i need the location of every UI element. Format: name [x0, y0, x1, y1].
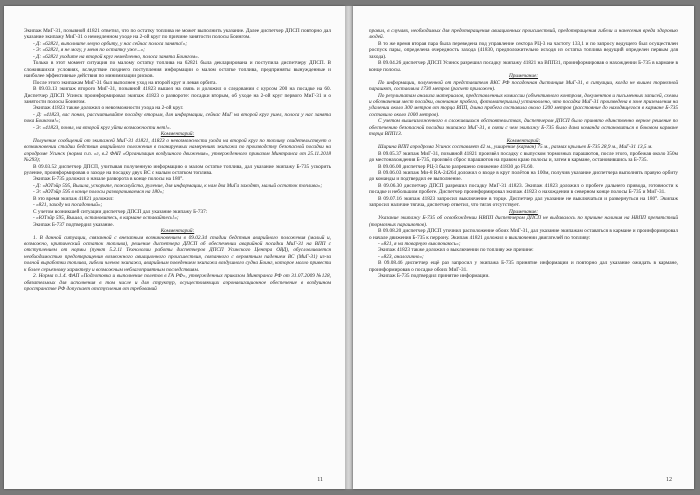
paragraph: - Д: «62821 уходите на второй круг немедленно, полоса занята Боингом». [33, 53, 200, 60]
paragraph: После этого экипажам МиГ-31 был выполнен уход на второй круг и левая орбита. [33, 79, 217, 86]
note-heading: Примечание: [508, 208, 539, 215]
page-left-text [24, 28, 331, 293]
paragraph: С учетом вышеизложенного в сложившихся обстоятельствах, диспетчером ДПСП было принято единственно верное решение по обеспечению безопасной посадки экипажа МиГ-31, в связи с чем экипажу Б-735 было дана команда остановиться в боковом кармане торца ВПП13. [369, 118, 678, 138]
comment-heading: Комментарий: [506, 137, 541, 144]
paragraph: - «821, я на товарную выключаюсь»; [378, 240, 461, 247]
paragraph: Экипаж Б-735 подтвердил принятие информации. [378, 273, 490, 280]
page-number-right: 12 [666, 477, 672, 483]
paragraph: - Д: «ЮТэйр 595, Вышла, ускорьте, пожалуйста, руление, для информации, к нам два МиГа заходят, малый остаток топлива»; [33, 182, 323, 189]
paragraph: С учетом возникшей ситуации диспетчер ДПСП дал указание экипажу Б-737: [33, 208, 208, 215]
paragraph: Экипаж Б-735 доложил о начале разворота в конце полосы на 180°. [33, 176, 184, 183]
paragraph: В 09.08.20 диспетчер ДПСП уточнил расположение обоих МиГ-31, дал указание экипажам оставаться в кармане и проинформировал о начале движения Б-735 к перрону. Экипаж 41821 доложил о выключении двигателей по топливу: [369, 228, 678, 241]
book-gutter [345, 6, 353, 489]
paragraph: Экипаж 41823 также доложил о невозможности ухода на 2-ой круг. [33, 105, 184, 112]
paragraph: В 09.05.37 экипаж МиГ-31, позывной 41821 произвёл посадку с выпуском тормозных парашютов, после этого, пробежав около 350м до местонахождения Б-735, произвёл сброс парашютов на правом краю полосы и, затем в кармане, остановившись за Б-735. [369, 150, 678, 164]
paragraph: 2. Норма п.1.4. ФАП «Подготовка и выполнение полетов в ГА РФ», утвержденных приказом Минтранса РФ от 31.07.2009 №128, обязательных для исполнения в том числе и для структур, осуществляющих аэронавигационное обеспечение в воздушном пространстве РФ допускает отступления от требований [24, 273, 331, 293]
paragraph: В 09.08.46 диспетчер ещё раз запросил у экипажа Б-735 принятие информации и повторно дал указание ожидать в кармане, проинформировав о посадке обоих МиГ-31. [369, 260, 678, 273]
paragraph: В 09.06.30 диспетчер ДПСП разрешил посадку МиГ-31 41823. Экипаж 41823 доложил о пробеге дальнего привода, готовности к посадке и небольшом пробеге. Диспетчер проинформировал экипаж 41823 о нахождении в северном конце полосы Б-735 и МиГ-31. [369, 182, 678, 196]
comment-heading: Комментарий: [160, 228, 195, 235]
paragraph: 1. В данной ситуации, связанной с внезапным возникновением в 09.02.34 стадии бедствия аварийного положения (малый и, возможно, критический остаток топлива), решение диспетчера ДПСП об обеспечении аварийной посадки МиГ-31 на ВПП с отступлением от нормы (пункт 5.2.11 Технологии работы диспетчеров ДПСП Усинского Центра ОВД), обусловливается необходимостью предотвращения возможного авиационного происшествия, связанного с вероятным падением ВС (МиГ-31) из-за полной выработки топлива, гибели членов экипажа, аварийным поведением экипажа воздушного судна Боинг, которое могло привести к более серьезному характеру и возможным неблагоприятным последствиям. [24, 234, 331, 273]
paragraph: По результатам анализа материалов, представленных комиссии (объективного контроля, документов и письменных записей, схемы и обозначения мест посадки, окончание пробега, фотоматериалы) установлено, что посадка МиГ-31 произведена в зоне приземления на удалении около 300 метров от торца ВПП, длина пробега составила около 1200 метров (расстояние до находящегося в кармане Б-735 составило около 1000 метров). [369, 92, 678, 118]
paragraph: Получение сообщений от экипажей МиГ-31 41821, 41823 о невозможности ухода на второй круг по топливу свидетельствует о возникновении стадии бедствия аварийного положения в планируемых намерениях экипажа по производству безопасной посадки на аэродроме Усинск (норма п.п. «г, в.2 ФАП «Организация воздушного движения», утвержденного приказом Минтранса от 25.11.2018 №293); [24, 137, 331, 164]
paragraph: В то же время вторая пара была переведена под управление сектора РЦ-3 на частоту 133,1 и по запросу ведущего был осуществлен роспуск пары, определена очередность захода (41830, предположительно исходя из остатка топлива ведущий определен первым для захода). [369, 40, 678, 60]
paragraph: В 09.06.03 экипаж Ми-8 RA-24264 доложил о входе в круг полётов на 100м, получив указание диспетчера выполнять правую орбиту до команды и подтвердил ее выполнение. [369, 169, 678, 183]
paragraph: Только в этот момент ситуация по малому остатку топлива на 62821 была декларирована и поступила диспетчеру ДПСП. В сложившихся условиях, вследствие позднего поступления информации о малом остатке топлива, предприняты вынужденные и наиболее эффективные действия по минимизации рисков. [24, 60, 331, 80]
paragraph: В 09.03.13 экипаж второго МиГ-31, позывной 41823 вышел на связь и доложил о следовании с курсом 200 на посадке на 60. Диспетчер ДПСП Усинск проинформировал экипаж 41823 о развороте: посадки вторым, об уходе на 2-ой круг первого МиГ-31 и о занятости полосы Боингом. [24, 86, 331, 105]
paragraph: По информации, полученной от представителя ВКС РФ посадочная дистанция МиГ-31, в ситуации, когда не вышел тормозной парашют, составляла 1730 метров (расчет приложен). [369, 79, 678, 93]
paragraph: - Э: «62821, я не могу, у меня по остатку уже...»; [33, 47, 145, 54]
paragraph: - «823, аналогично»; [378, 253, 424, 260]
paragraph: - Д: «62821, выполните левую орбиту, у нас сейчас полоса занята!»; [33, 40, 188, 47]
paragraph: В 09.03.52 диспетчер ДПСП, учитывая полученную информацию о малом остатке топлива, дал указание экипажу Б-735 ускорить руление, проинформировав о заходе на посадку двух ВС с малым остатком топлива. [24, 163, 331, 176]
paragraph: - «821, заходу на посадочный»; [33, 202, 103, 209]
page-number-left: 11 [317, 477, 323, 483]
paragraph: Указание экипажу Б-735 об освобождении НВПП диспетчером ДПСП не выдавалось по причине наличия на НВПП препятствий (тормозных парашютов). [369, 215, 678, 228]
paragraph: Экипаж МиГ-31, позывной 41821 ответил, что по остатку топлива не может выполнить указание. Далее диспетчер ДПСП повторно дал указание экипажу МиГ-31 о немедленном уходе на 2-ой круг по причине занятости полосы Боингом. [24, 28, 331, 41]
paragraph: - Э: «ЮТэйр 595 в конце полосы разворачиваемся на 180»; [33, 189, 165, 196]
page-right-text [369, 28, 678, 280]
paragraph: - Э: «41823, понял, на второй круг уйти возможности нет!». [33, 124, 171, 131]
page-left [4, 6, 345, 489]
paragraph: - «ЮТэйр 595, Вышла, остановитесь, в кармане оставайтесь!»; [33, 215, 179, 222]
paragraph: Экипаж 41823 также доложил о выключении по топливу же причине: [378, 247, 534, 254]
paragraph: В это время экипаж 41821 доложил: [33, 195, 114, 202]
note-heading: Примечание: [508, 73, 539, 80]
comment-heading: Комментарий: [160, 131, 195, 138]
paragraph: Экипаж Б-737 подтвердил указание. [33, 221, 114, 228]
paragraph: В 09.04.26 диспетчер ДПСП Усинск разрешил посадку экипажу 41821 на ВПП31, проинформировав о нахождении Б-735 в кармане в конце полосы. [369, 60, 678, 73]
paragraph: - Д: «41823, вас понял, рассчитывайте посадку вторым, для информации, сейчас МиГ на второй круг ушел, полоса у нас занята пока Боингом!»; [24, 111, 331, 125]
page-right [353, 6, 694, 489]
paragraph: правил, в случаях, необходимых для предотвращения авиационных происшествий, предотвращения гибели и нанесения вреда здоровью людей. [369, 28, 678, 41]
paragraph: Ширина ВПП аэродрома Усинск составляет 42 м., уширение (карман) 75 м., размах крыльев Б-735 28,9 м., МиГ-31 13,5 м. [378, 144, 653, 151]
paragraph: В 09.06.00 диспетчер РЦ-3 было разрешено снижение 41830 до FL60. [378, 163, 534, 170]
paragraph: В 09.07.16 экипаж 41823 запросил выключение в торце. Диспетчер дал указание не выключаться и развернуться на 180°. Экипаж запросил наличие тягача, диспетчер ответил, что тягач отсутствует. [369, 195, 678, 209]
